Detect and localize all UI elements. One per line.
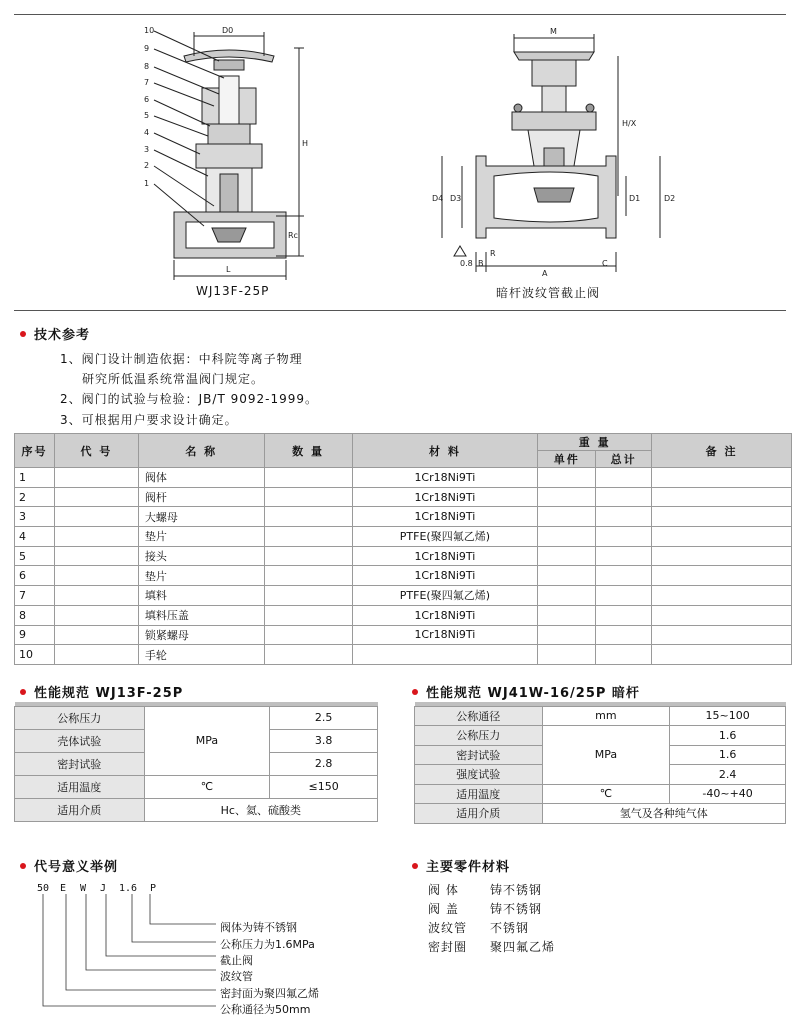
- table-row: 10 手轮: [15, 645, 792, 665]
- col-material: 材 料: [352, 434, 538, 468]
- table-row: 9 锁紧螺母 1Cr18Ni9Ti: [15, 625, 792, 645]
- material-row: 阀 体 铸不锈钢: [428, 883, 543, 897]
- bullet-icon: [412, 863, 418, 869]
- col-unit: 单件: [538, 451, 596, 468]
- dim-label: M: [550, 27, 557, 36]
- part-label: 7: [144, 78, 150, 87]
- parts-table: [14, 433, 792, 665]
- dim-label: Rc: [288, 231, 298, 240]
- materials-heading: 主要零件材料: [412, 856, 510, 875]
- col-total: 总计: [596, 451, 652, 468]
- dim-label: B: [478, 259, 484, 268]
- part-label: 10: [144, 26, 155, 35]
- dim-label: 0.8: [460, 259, 473, 268]
- section-rule: [14, 310, 786, 311]
- code-meaning: 公称通径为50mm: [220, 1003, 311, 1016]
- tech-line: 研究所低温系统常温阀门规定。: [82, 372, 265, 386]
- part-label: 1: [144, 179, 150, 188]
- bullet-icon: [20, 863, 26, 869]
- dim-label: D1: [629, 194, 641, 203]
- col-weight: 重 量: [538, 434, 652, 451]
- perf-left-heading: 性能规范 WJ13F-25P: [20, 682, 183, 701]
- dim-label: H: [302, 139, 309, 148]
- dim-label: D0: [222, 26, 234, 35]
- table-row: 5 接头 1Cr18Ni9Ti: [15, 546, 792, 566]
- perf-right-table: 公称通径 mm 15~100 公称压力 MPa 1.6 密封试验 1.6 强度试验 2.4 适用温度 ℃ -40~+40 适用介质 氢气及各种纯气体: [414, 702, 786, 824]
- code-chars: 50 E W J 1.6 P: [36, 883, 157, 894]
- wj41w-drawing: [442, 34, 660, 272]
- dim-label: L: [226, 265, 231, 274]
- dim-label: R: [490, 249, 496, 258]
- perf-right-heading: 性能规范 WJ41W-16/25P 暗杆: [412, 682, 640, 701]
- material-row: 阀 盖 铸不锈钢: [428, 902, 543, 916]
- part-label: 9: [144, 44, 150, 53]
- col-qty: 数 量: [264, 434, 352, 468]
- material-row: 波纹管 不锈钢: [428, 921, 530, 935]
- table-row: 1 阀体 1Cr18Ni9Ti: [15, 468, 792, 488]
- bullet-icon: [20, 331, 26, 337]
- bullet-icon: [20, 689, 26, 695]
- part-label: 6: [144, 95, 150, 104]
- part-label: 8: [144, 62, 150, 71]
- code-meaning: 截止阀: [220, 954, 253, 967]
- code-meaning: 波纹管: [220, 970, 253, 983]
- dim-label: D2: [664, 194, 676, 203]
- bullet-icon: [412, 689, 418, 695]
- table-row: 3 大螺母 1Cr18Ni9Ti: [15, 507, 792, 527]
- tech-heading: 技术参考: [20, 324, 90, 343]
- code-leader-lines: [36, 894, 226, 1020]
- col-remark: 备 注: [652, 434, 792, 468]
- dim-label: D4: [432, 194, 444, 203]
- part-label: 5: [144, 111, 150, 120]
- code-meaning: 阀体为铸不锈钢: [220, 921, 297, 934]
- tech-line: 1、阀门设计制造依据：中科院等离子物理: [60, 352, 303, 366]
- code-heading: 代号意义举例: [20, 856, 118, 875]
- dim-label: D3: [450, 194, 462, 203]
- dim-label: C: [602, 259, 608, 268]
- material-row: 密封圈 聚四氟乙烯: [428, 940, 556, 954]
- table-row: 2 阀杆 1Cr18Ni9Ti: [15, 487, 792, 507]
- tech-line: 3、可根据用户要求设计确定。: [60, 413, 238, 427]
- left-caption: WJ13F-25P: [196, 284, 270, 298]
- col-seq: 序号: [15, 434, 55, 468]
- table-row: 6 垫片 1Cr18Ni9Ti: [15, 566, 792, 586]
- valve-drawings: [14, 16, 786, 316]
- right-caption: 暗杆波纹管截止阀: [496, 286, 601, 300]
- top-rule: [14, 14, 786, 15]
- perf-left-table: 公称压力 MPa 2.5 壳体试验 3.8 密封试验 2.8 适用温度 ℃ ≤150 适用介质 Hc、氦、硫酸类: [14, 702, 378, 822]
- tech-line: 2、阀门的试验与检验：JB/T 9092-1999。: [60, 392, 319, 406]
- dim-label: A: [542, 269, 548, 278]
- code-meaning: 公称压力为1.6MPa: [220, 938, 315, 951]
- col-name: 名 称: [138, 434, 264, 468]
- table-row: 8 填料压盖 1Cr18Ni9Ti: [15, 605, 792, 625]
- part-label: 4: [144, 128, 150, 137]
- table-row: 4 垫片 PTFE(聚四氟乙烯): [15, 527, 792, 547]
- code-meaning: 密封面为聚四氟乙烯: [220, 987, 319, 1000]
- part-label: 2: [144, 161, 150, 170]
- dim-label: H/X: [622, 119, 637, 128]
- wj13f-drawing: [154, 31, 304, 280]
- part-label: 3: [144, 145, 150, 154]
- col-code: 代 号: [54, 434, 138, 468]
- table-row: 7 填料 PTFE(聚四氟乙烯): [15, 586, 792, 606]
